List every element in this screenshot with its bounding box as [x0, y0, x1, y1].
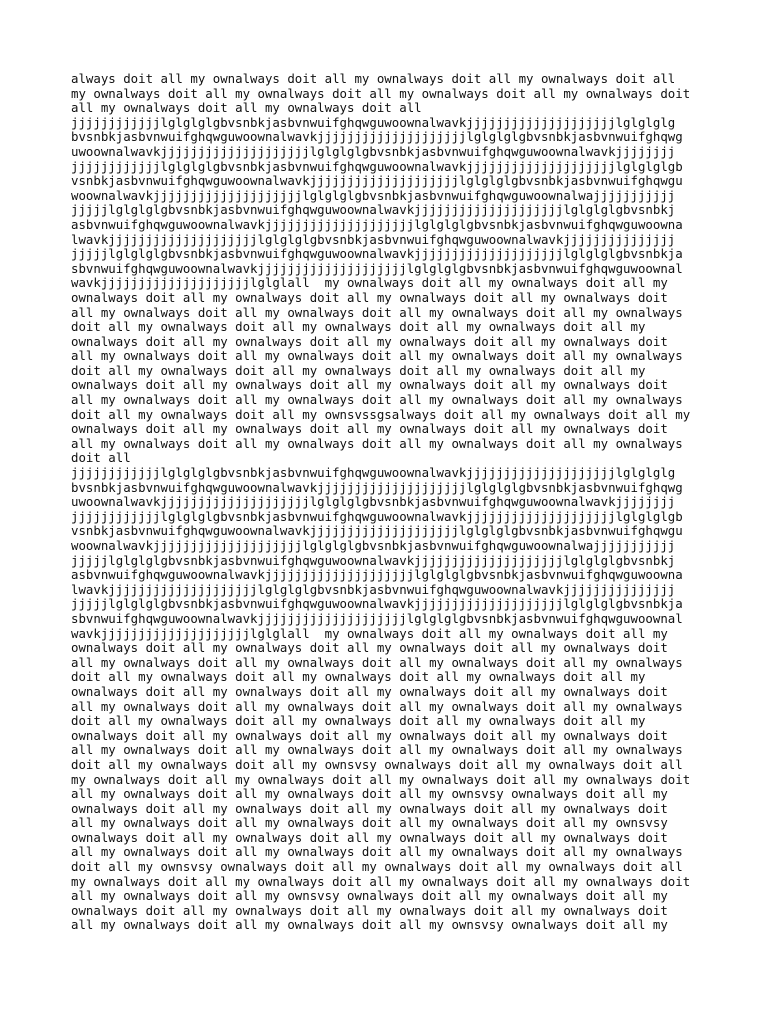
- text-line: woownalwavkjjjjjjjjjjjjjjjjjjjjlglglglgbvsnbkjasbvnwuifghqwguwoownalwajjjjjjjjjjj: [71, 538, 676, 553]
- text-line: wavkjjjjjjjjjjjjjjjjjjjjlglglall my ownalways doit all my ownalways doit all my: [71, 625, 668, 641]
- text-line: all my ownalways doit all my ownalways doit all my ownalways doit all my ownalways: [71, 435, 683, 451]
- text-line: ownalways doit all my ownalways doit all my ownalways doit all my ownalways doit: [71, 683, 668, 699]
- text-line: all my ownalways doit all my ownalways doit all my ownalways doit all my ownalways: [71, 698, 683, 714]
- text-line: doit all my ownalways doit all my ownalways doit all my ownalways doit all my: [71, 669, 646, 685]
- text-line: ownalways doit all my ownalways doit all my ownalways doit all my ownalways doit: [71, 727, 668, 743]
- text-line: jjjjjlglglglgbvsnbkjasbvnwuifghqwguwoownalwavkjjjjjjjjjjjjjjjjjjjjlglglglgbvsnbkja: [71, 596, 683, 612]
- text-line: jjjjjlglglglgbvsnbkjasbvnwuifghqwguwoownalwavkjjjjjjjjjjjjjjjjjjjjlglglglgbvsnbkj: [71, 202, 676, 218]
- text-line: all my ownalways doit all my ownalways doit all my ownalways doit all my ownalways: [71, 742, 683, 758]
- text-line: jjjjjjjjjjjjlglglglgbvsnbkjasbvnwuifghqwguwoownalwavkjjjjjjjjjjjjjjjjjjjjlglglglgb: [71, 508, 683, 524]
- text-line: doit all: [71, 450, 131, 466]
- text-line: all my ownalways doit all my ownalways doit all my ownalways doit all my ownalways: [71, 348, 683, 364]
- text-line: jjjjjjjjjjjjlglglglgbvsnbkjasbvnwuifghqwguwoownalwavkjjjjjjjjjjjjjjjjjjjjlglglglg: [71, 114, 676, 130]
- text-line: doit all my ownalways doit all my ownalways doit all my ownalways doit all my: [71, 713, 646, 729]
- text-line: all my ownalways doit all my ownalways doit all my ownalways doit all my ownalways: [71, 654, 683, 670]
- text-line: sbvnwuifghqwguwoownalwavkjjjjjjjjjjjjjjjjjjjjlglglglgbvsnbkjasbvnwuifghqwguwoownal: [71, 260, 683, 276]
- text-line: uwoownalwavkjjjjjjjjjjjjjjjjjjjjlglglglgbvsnbkjasbvnwuifghqwguwoownalwavkjjjjjjjj: [71, 494, 676, 510]
- text-line: all my ownalways doit all my ownsvsy ownalways doit all my ownalways doit all my: [71, 888, 668, 904]
- text-line: all my ownalways doit all my ownalways doit all my ownalways doit all my ownalways: [71, 304, 683, 320]
- text-line: lwavkjjjjjjjjjjjjjjjjjjjjlglglglgbvsnbkjasbvnwuifghqwguwoownalwavkjjjjjjjjjjjjjjj: [71, 231, 676, 247]
- text-line: my ownalways doit all my ownalways doit all my ownalways doit all my ownalways doit: [71, 873, 691, 889]
- text-line: always doit all my ownalways doit all my ownalways doit all my ownalways doit all: [71, 71, 676, 86]
- text-line: all my ownalways doit all my ownalways doit all my ownsvsy ownalways doit all my: [71, 786, 668, 802]
- text-line: doit all my ownalways doit all my ownalways doit all my ownalways doit all my: [71, 362, 646, 378]
- text-line: my ownalways doit all my ownalways doit all my ownalways doit all my ownalways doit: [71, 771, 691, 787]
- text-line: woownalwavkjjjjjjjjjjjjjjjjjjjjlglglglgbvsnbkjasbvnwuifghqwguwoownalwajjjjjjjjjjj: [71, 187, 676, 203]
- text-line: asbvnwuifghqwguwoownalwavkjjjjjjjjjjjjjjjjjjjjlglglglgbvsnbkjasbvnwuifghqwguwoowna: [71, 567, 683, 583]
- text-line: vsnbkjasbvnwuifghqwguwoownalwavkjjjjjjjjjjjjjjjjjjjjlglglglgbvsnbkjasbvnwuifghqwgu: [71, 173, 683, 189]
- text-line: all my ownalways doit all my ownalways doit all my ownalways doit all my ownalways: [71, 392, 683, 408]
- text-line: jjjjjlglglglgbvsnbkjasbvnwuifghqwguwoownalwavkjjjjjjjjjjjjjjjjjjjjlglglglgbvsnbkj: [71, 552, 676, 568]
- text-line: jjjjjlglglglgbvsnbkjasbvnwuifghqwguwoownalwavkjjjjjjjjjjjjjjjjjjjjlglglglgbvsnbkja: [71, 246, 683, 262]
- text-line: doit all my ownalways doit all my ownsvsy ownalways doit all my ownalways doit all: [71, 756, 683, 772]
- text-line: jjjjjjjjjjjjlglglglgbvsnbkjasbvnwuifghqwguwoownalwavkjjjjjjjjjjjjjjjjjjjjlglglglgb: [71, 158, 683, 174]
- text-line: ownalways doit all my ownalways doit all my ownalways doit all my ownalways doit: [71, 829, 668, 845]
- text-line: ownalways doit all my ownalways doit all my ownalways doit all my ownalways doit: [71, 289, 668, 305]
- text-line: jjjjjjjjjjjjlglglglgbvsnbkjasbvnwuifghqwguwoownalwavkjjjjjjjjjjjjjjjjjjjjlglglglg: [71, 465, 676, 481]
- text-line: ownalways doit all my ownalways doit all my ownalways doit all my ownalways doit: [71, 640, 668, 656]
- document-body-text: [71, 72, 701, 933]
- text-line: ownalways doit all my ownalways doit all my ownalways doit all my ownalways doit: [71, 421, 668, 437]
- text-line: all my ownalways doit all my ownalways doit all my ownalways doit all my ownsvsy: [71, 815, 668, 831]
- text-line: ownalways doit all my ownalways doit all my ownalways doit all my ownalways doit: [71, 902, 668, 918]
- text-line: all my ownalways doit all my ownalways doit all my ownalways doit all my ownalways: [71, 844, 683, 860]
- text-line: bvsnbkjasbvnwuifghqwguwoownalwavkjjjjjjjjjjjjjjjjjjjjlglglglgbvsnbkjasbvnwuifghqwg: [71, 129, 683, 145]
- text-line: doit all my ownalways doit all my ownsvssgsalways doit all my ownalways doit all my: [71, 406, 691, 422]
- text-line: wavkjjjjjjjjjjjjjjjjjjjjlglglall my ownalways doit all my ownalways doit all my: [71, 275, 668, 291]
- text-line: sbvnwuifghqwguwoownalwavkjjjjjjjjjjjjjjjjjjjjlglglglgbvsnbkjasbvnwuifghqwguwoownal: [71, 610, 683, 626]
- text-line: ownalways doit all my ownalways doit all my ownalways doit all my ownalways doit: [71, 800, 668, 816]
- text-line: asbvnwuifghqwguwoownalwavkjjjjjjjjjjjjjjjjjjjjlglglglgbvsnbkjasbvnwuifghqwguwoowna: [71, 216, 683, 232]
- text-line: doit all my ownsvsy ownalways doit all my ownalways doit all my ownalways doit all: [71, 859, 683, 875]
- text-line: ownalways doit all my ownalways doit all my ownalways doit all my ownalways doit: [71, 377, 668, 393]
- text-line: doit all my ownalways doit all my ownalways doit all my ownalways doit all my: [71, 319, 646, 335]
- text-line: bvsnbkjasbvnwuifghqwguwoownalwavkjjjjjjjjjjjjjjjjjjjjlglglglgbvsnbkjasbvnwuifghqwg: [71, 479, 683, 495]
- text-line: vsnbkjasbvnwuifghqwguwoownalwavkjjjjjjjjjjjjjjjjjjjjlglglglgbvsnbkjasbvnwuifghqwgu: [71, 523, 683, 539]
- text-line: lwavkjjjjjjjjjjjjjjjjjjjjlglglglgbvsnbkjasbvnwuifghqwguwoownalwavkjjjjjjjjjjjjjjj: [71, 581, 676, 597]
- text-line: all my ownalways doit all my ownalways doit all my ownsvsy ownalways doit all my: [71, 917, 668, 933]
- text-line: uwoownalwavkjjjjjjjjjjjjjjjjjjjjlglglglgbvsnbkjasbvnwuifghqwguwoownalwavkjjjjjjjj: [71, 143, 676, 159]
- text-line: all my ownalways doit all my ownalways doit all: [71, 100, 422, 116]
- text-line: my ownalways doit all my ownalways doit all my ownalways doit all my ownalways doit: [71, 85, 691, 101]
- text-line: ownalways doit all my ownalways doit all my ownalways doit all my ownalways doit: [71, 333, 668, 349]
